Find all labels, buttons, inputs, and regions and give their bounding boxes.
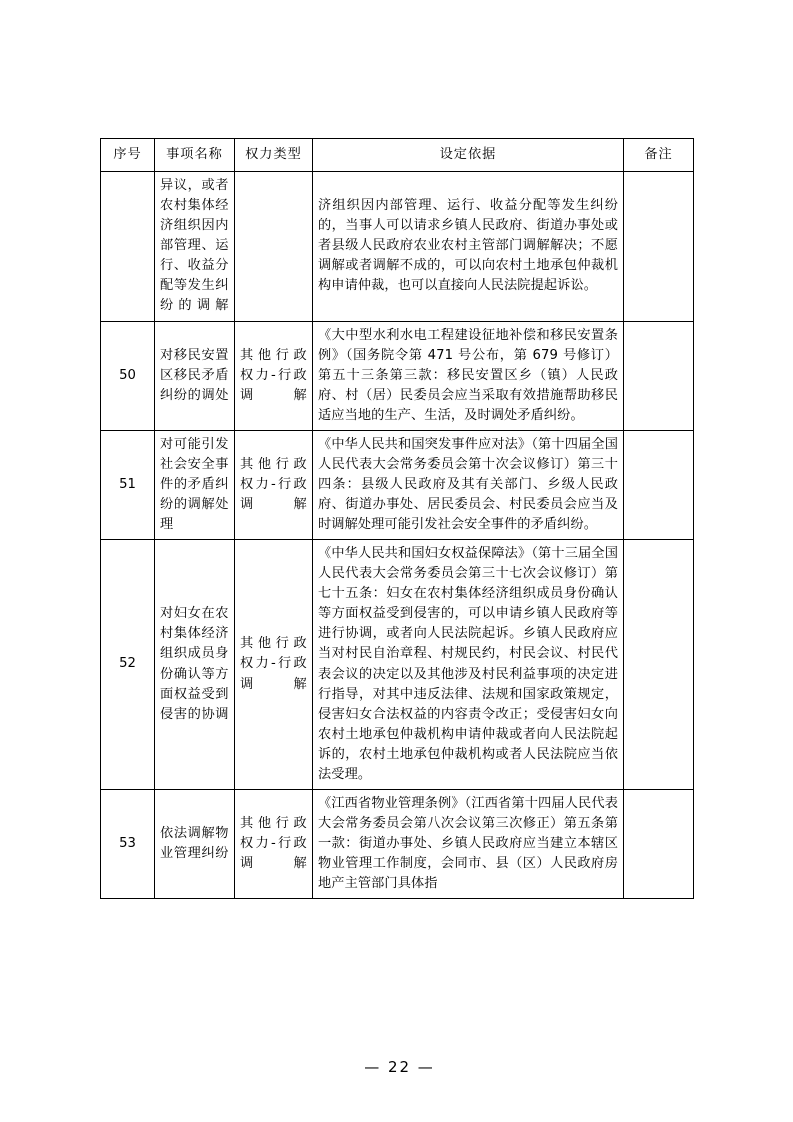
page-number: — 22 — bbox=[364, 1058, 435, 1076]
table-row bbox=[101, 540, 694, 790]
cell-type: 其他行政权力-行政调解 bbox=[235, 321, 313, 430]
cell-seq bbox=[101, 172, 155, 321]
table-row bbox=[101, 172, 694, 321]
cell-name: 对移民安置区移民矛盾纠纷的调处 bbox=[155, 321, 235, 430]
cell-remark bbox=[624, 321, 694, 430]
cell-seq: 50 bbox=[101, 321, 155, 430]
column-header-basis: 设定依据 bbox=[313, 139, 624, 172]
table-row bbox=[101, 321, 694, 430]
table-header-row bbox=[101, 139, 694, 172]
cell-name: 异议，或者农村集体经济组织因内部管理、运行、收益分配等发生纠纷的调解 bbox=[155, 172, 235, 321]
cell-type bbox=[235, 172, 313, 321]
cell-seq: 53 bbox=[101, 789, 155, 898]
page-footer bbox=[0, 1058, 793, 1076]
table-body bbox=[101, 172, 694, 899]
column-header-remark: 备注 bbox=[624, 139, 694, 172]
cell-remark bbox=[624, 172, 694, 321]
cell-basis: 《大中型水利水电工程建设征地补偿和移民安置条例》（国务院令第 471 号公布，第 679 号修订）第五十三条第三款：移民安置区乡（镇）人民政府、村（居）民委员会应当采取有效措施帮助移民适应当地的生产、生活，及时调处矛盾纠纷。 bbox=[313, 321, 624, 430]
cell-type: 其他行政权力-行政调解 bbox=[235, 430, 313, 539]
table-row bbox=[101, 789, 694, 898]
column-header-name: 事项名称 bbox=[155, 139, 235, 172]
cell-basis: 《江西省物业管理条例》（江西省第十四届人民代表大会常务委员会第八次会议第三次修正）第五条第一款：街道办事处、乡镇人民政府应当建立本辖区物业管理工作制度，会同市、县（区）人民政府房地产主管部门具体指 bbox=[313, 789, 624, 898]
cell-type: 其他行政权力-行政调解 bbox=[235, 789, 313, 898]
cell-basis: 《中华人民共和国妇女权益保障法》（第十三届全国人民代表大会常务委员会第三十七次会议修订）第七十五条：妇女在农村集体经济组织成员身份确认等方面权益受到侵害的，可以申请乡镇人民政府等进行协调，或者向人民法院起诉。乡镇人民政府应当对村民自治章程、村规民约，村民会议、村民代表会议的决定以及其他涉及村民利益事项的决定进行指导，对其中违反法律、法规和国家政策规定，侵害妇女合法权益的内容责令改正；受侵害妇女向农村土地承包仲裁机构申请仲裁或者向人民法院起诉的，农村土地承包仲裁机构或者人民法院应当依法受理。 bbox=[313, 540, 624, 790]
permissions-table bbox=[100, 138, 694, 899]
cell-remark bbox=[624, 540, 694, 790]
cell-remark bbox=[624, 430, 694, 539]
column-header-seq: 序号 bbox=[101, 139, 155, 172]
cell-basis: 济组织因内部管理、运行、收益分配等发生纠纷的，当事人可以请求乡镇人民政府、街道办事处或者县级人民政府农业农村主管部门调解解决；不愿调解或者调解不成的，可以向农村土地承包仲裁机构申请仲裁，也可以直接向人民法院提起诉讼。 bbox=[313, 172, 624, 321]
table-header bbox=[101, 139, 694, 172]
cell-basis: 《中华人民共和国突发事件应对法》（第十四届全国人民代表大会常务委员会第十次会议修订）第三十四条：县级人民政府及其有关部门、乡级人民政府、街道办事处、居民委员会、村民委员会应当及时调解处理可能引发社会安全事件的矛盾纠纷。 bbox=[313, 430, 624, 539]
cell-type: 其他行政权力-行政调解 bbox=[235, 540, 313, 790]
table-row bbox=[101, 430, 694, 539]
cell-seq: 52 bbox=[101, 540, 155, 790]
cell-seq: 51 bbox=[101, 430, 155, 539]
cell-name: 对妇女在农村集体经济组织成员身份确认等方面权益受到侵害的协调 bbox=[155, 540, 235, 790]
cell-name: 依法调解物业管理纠纷 bbox=[155, 789, 235, 898]
column-header-type: 权力类型 bbox=[235, 139, 313, 172]
cell-remark bbox=[624, 789, 694, 898]
cell-name: 对可能引发社会安全事件的矛盾纠纷的调解处理 bbox=[155, 430, 235, 539]
